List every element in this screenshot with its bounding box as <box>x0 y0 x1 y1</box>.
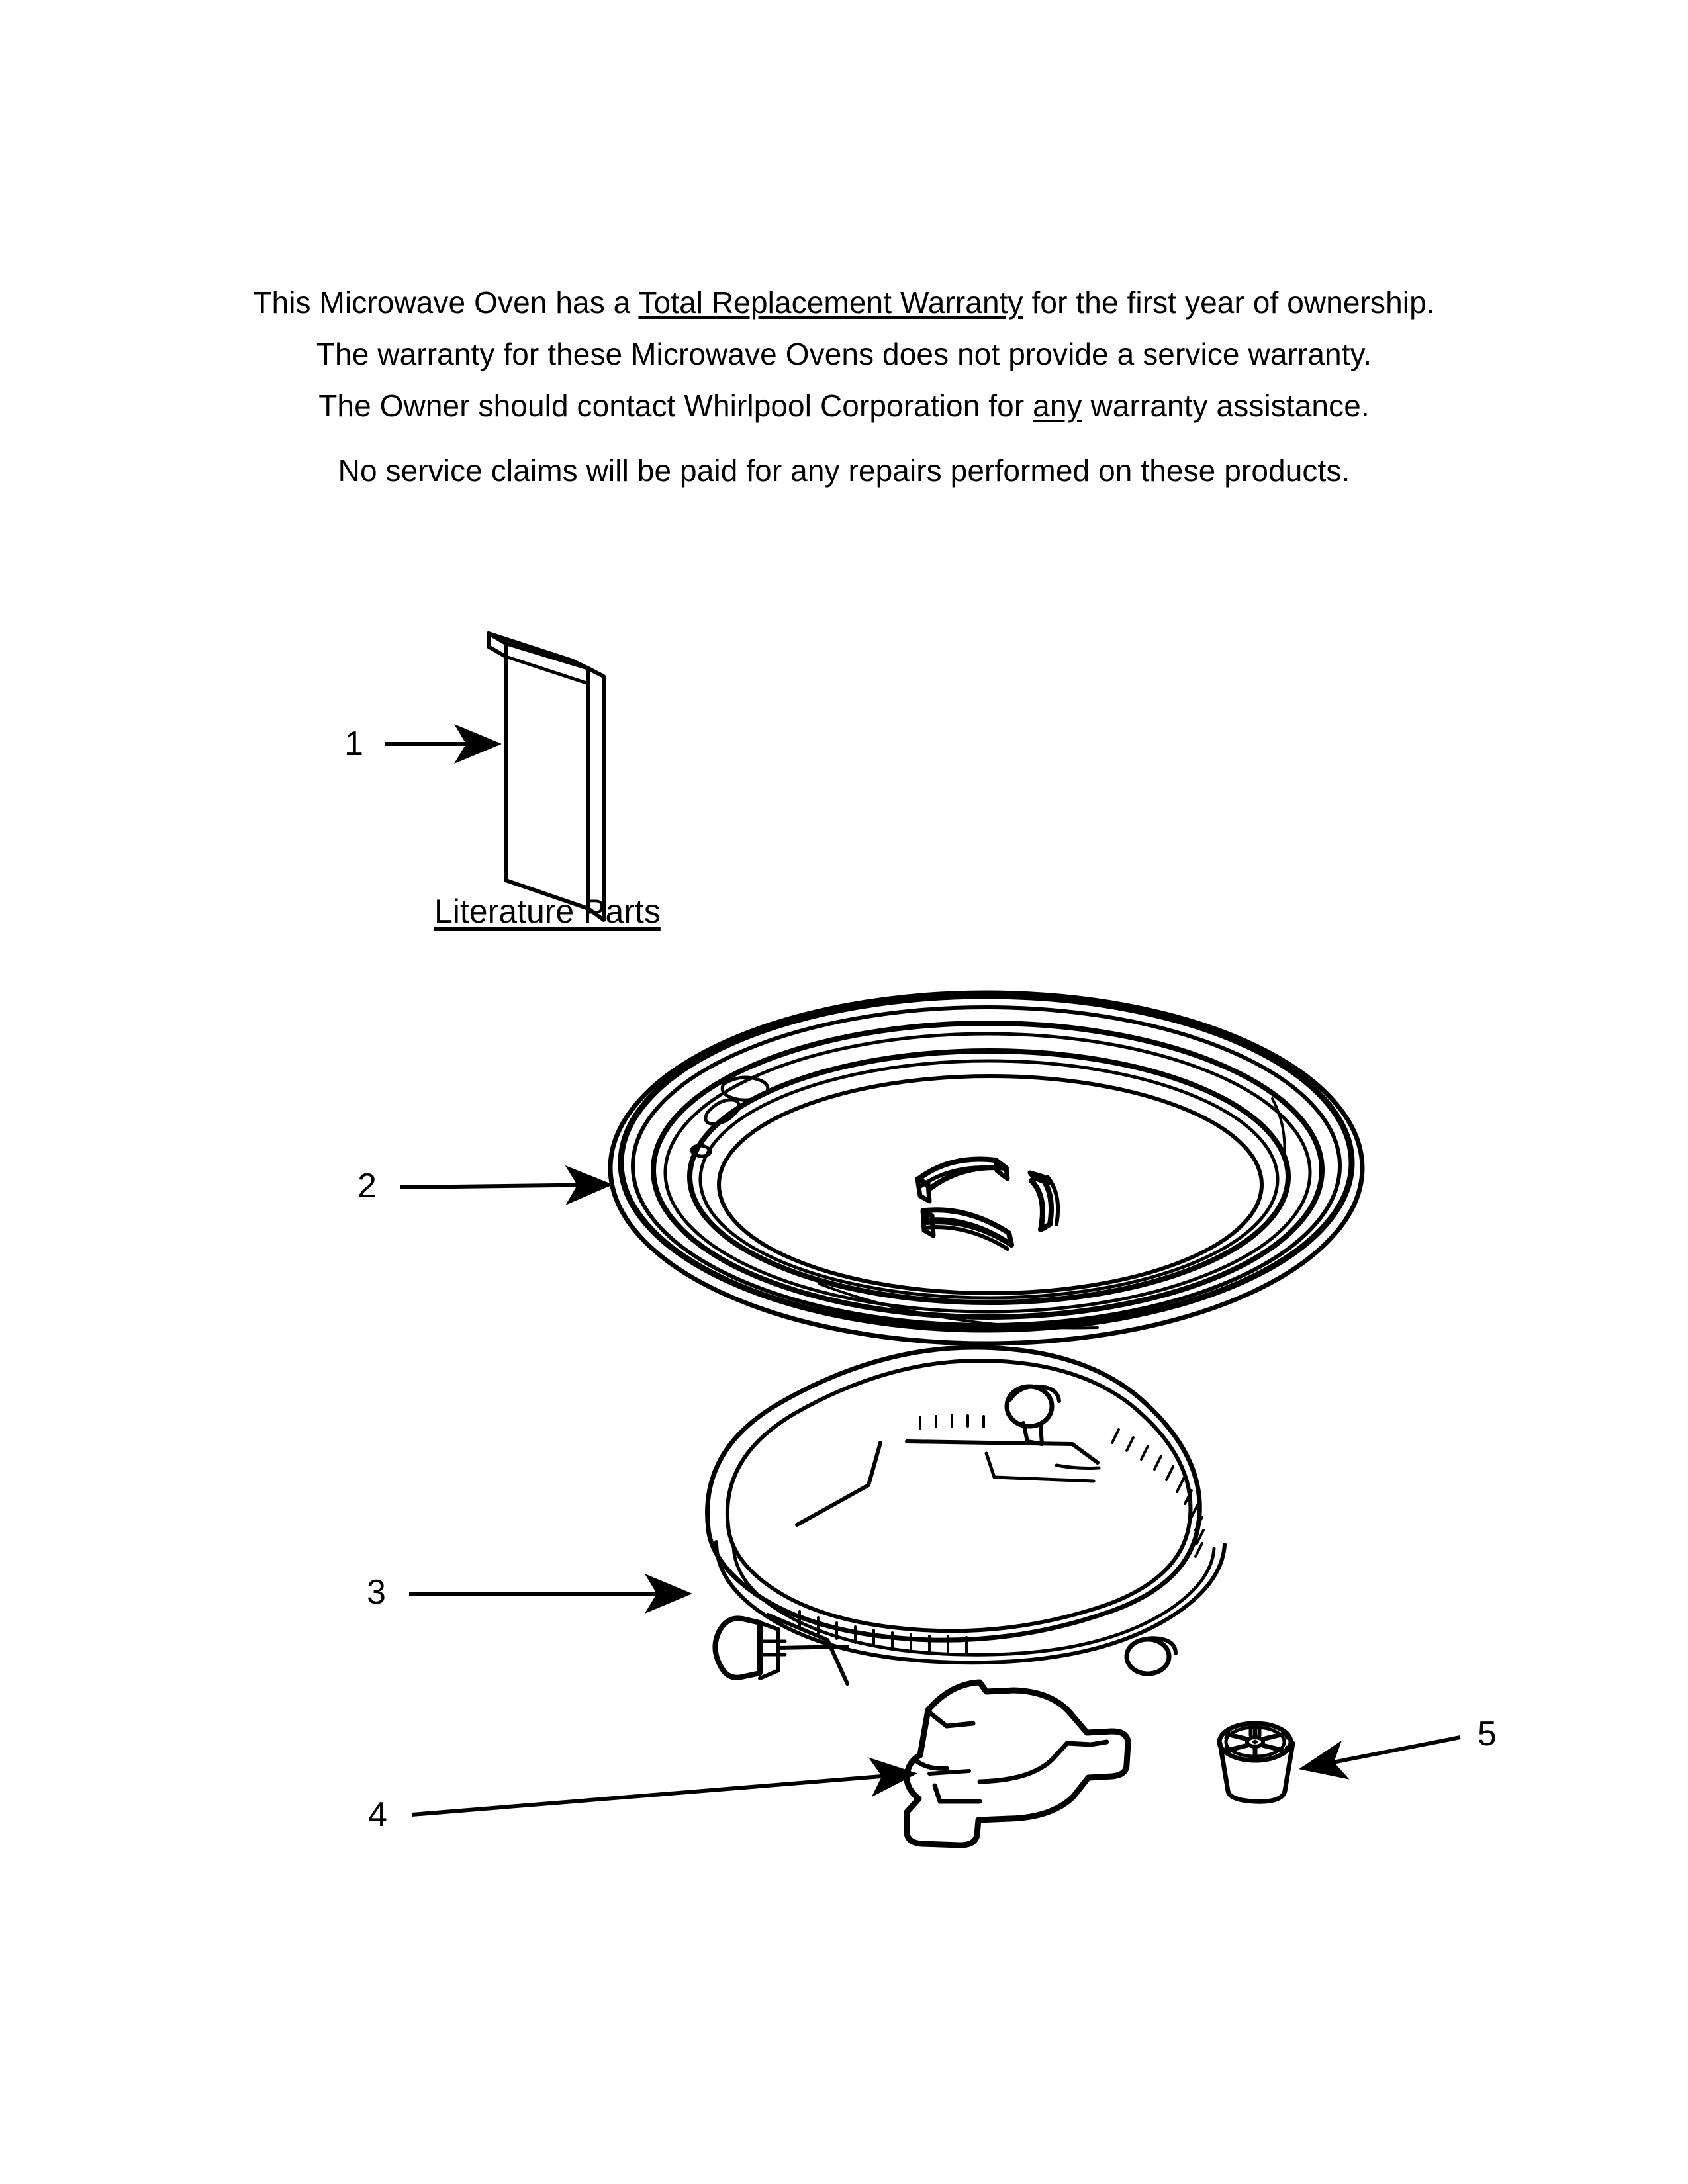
emphasised-term: Total Replacement Warranty <box>638 285 1023 320</box>
notice-text: No service claims will be paid for any repairs performed on these products. <box>338 453 1350 488</box>
warranty-notice-primary <box>0 277 1688 432</box>
callout-number-2: 2 <box>357 1167 377 1205</box>
emphasised-term: any <box>1033 388 1082 423</box>
turntable-tray-drawing <box>610 993 1362 1343</box>
leader-4 <box>412 1774 914 1815</box>
warranty-notice-line-1 <box>0 277 1688 328</box>
roller-wheel <box>1007 1387 1059 1444</box>
tray-hub-ribs <box>917 1160 1058 1249</box>
callout-number-3: 3 <box>367 1573 386 1612</box>
roller-wheel <box>715 1618 785 1678</box>
leader-5 <box>1303 1737 1460 1768</box>
notice-text: This Microwave Oven has a <box>253 285 639 320</box>
notice-text: for the first year of ownership. <box>1023 285 1435 320</box>
warranty-notice-secondary <box>0 445 1688 496</box>
callout-number-1: 1 <box>344 725 363 763</box>
literature-parts-caption: Literature Parts <box>434 893 661 930</box>
motor-coupler-cup-drawing <box>1219 1723 1293 1801</box>
roller-guide-ring-drawing <box>708 1347 1225 1684</box>
service-claim-notice-line-1 <box>0 445 1688 496</box>
notice-text: The Owner should contact Whirlpool Corporation for <box>318 388 1033 423</box>
leader-2 <box>400 1185 609 1187</box>
callout-number-5: 5 <box>1477 1715 1497 1753</box>
notice-text: The warranty for these Microwave Ovens does not provide a service warranty. <box>316 337 1372 371</box>
warranty-notice-line-3 <box>0 380 1688 432</box>
warranty-notice-line-2 <box>0 328 1688 380</box>
roller-wheel <box>1127 1638 1176 1674</box>
literature-booklet-drawing <box>489 633 604 920</box>
callout-number-4: 4 <box>368 1796 387 1834</box>
notice-text: warranty assistance. <box>1082 388 1370 423</box>
turntable-drive-coupler-drawing <box>907 1682 1128 1845</box>
